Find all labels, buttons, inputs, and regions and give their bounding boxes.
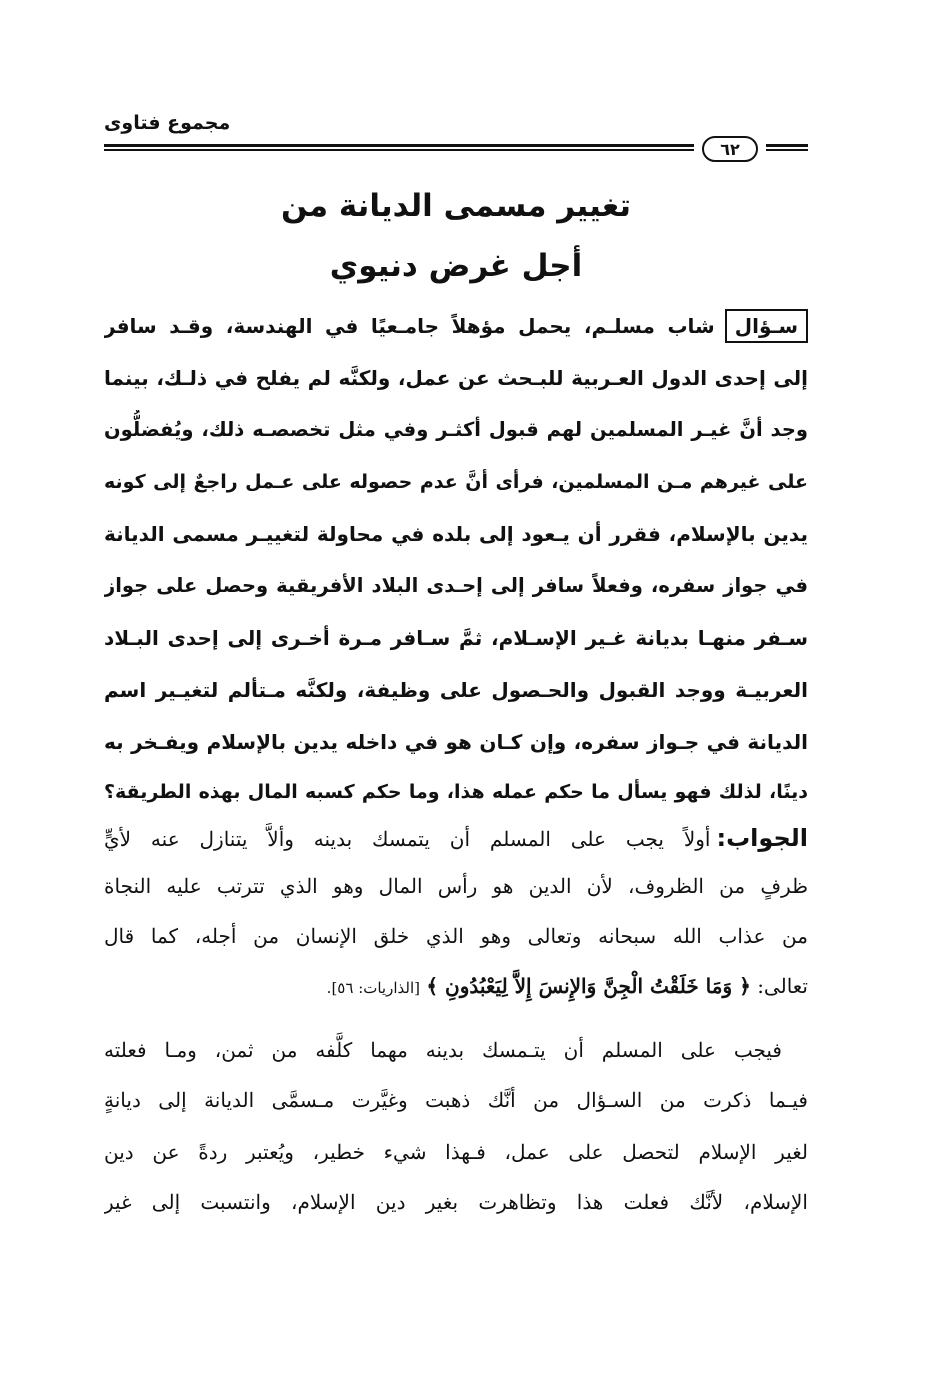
fatwa-title-line-1: تغيير مسمى الديانة من: [281, 188, 631, 224]
answer-para2-line-4: الإسلام، لأنَّك فعلت هذا وتظاهرت بغير دين الإسلام، وانتسبت إلى غير: [104, 1190, 808, 1214]
header-rule-thin: [104, 149, 694, 151]
question-line-8: العربيـة ووجد القبول والحـصول على وظيفة، ولكنَّه مـتألم لتغيـير اسم: [104, 678, 808, 702]
running-title: مجموع فتاوى: [104, 112, 231, 134]
question-line-2: إلى إحدى الدول العـربية للبـحث عن عمل، ولكنَّه لم يفلح في ذلـك، بينما: [104, 366, 808, 390]
answer-para2-text-1: فيجب على المسلم أن يتـمسك بدينه مهما كلَّفه من ثمن، ومـا فعلته: [104, 1038, 782, 1062]
header-rule-short: [766, 144, 808, 147]
question-text-1: شاب مسلـم، يحمل مؤهلاً جامـعيًا في الهندسة، وقـد سافر: [104, 314, 715, 338]
question-line-6: في جواز سفره، وفعلاً سافر إلى إحـدى البلاد الأفريقية وحصل على جواز: [104, 574, 808, 597]
answer-line-2: ظرفٍ من الظروف، لأن الدين هو رأس المال وهو الذي تترتب عليه النجاة: [104, 874, 808, 898]
answer-text-4: تعالى:: [757, 974, 808, 998]
question-label: سـؤال: [725, 309, 808, 343]
header-rule: [104, 144, 694, 147]
fatwa-title-line-2: أجل غرض دنيوي: [329, 248, 583, 284]
quran-verse: ﴿ وَمَا خَلَقْتُ الْجِنَّ وَالإِنسَ إِلاَّ لِيَعْبُدُونِ ﴾: [426, 974, 751, 998]
verse-citation: [الذاريات: ٥٦].: [326, 979, 420, 997]
answer-para2-line-2: فيـما ذكرت من السـؤال من أنَّك ذهبت وغيَّرت مـسمَّى الديانة إلى ديانةٍ: [104, 1088, 808, 1112]
page-number: ٦٢: [702, 136, 758, 162]
answer-para2-line-1: [104, 1030, 808, 1070]
question-line-10: دينًا، لذلك فهو يسأل ما حكم عمله هذا، وما حكم كسبه المال بهذه الطريقة؟: [104, 781, 808, 803]
answer-line-4: [104, 966, 808, 1006]
question-line-1: [104, 306, 808, 346]
question-line-7: سـفر منهـا بديانة غـير الإسـلام، ثمَّ سـافر مـرة أخـرى إلى إحدى البـلاد: [104, 626, 808, 650]
question-line-9: الديانة في جـواز سفره، وإن كـان هو في داخله يدين بالإسلام ويفـخر به: [104, 730, 808, 754]
answer-text-1: أولاً يجب على المسلم أن يتمسك بدينه وألاَّ يتنازل عنه لأيٍّ: [104, 827, 711, 851]
question-line-5: يدين بالإسلام، فقرر أن يـعود إلى بلده في محاولة لتغييـر مسمى الديانة: [104, 522, 808, 546]
answer-para2-line-3: لغير الإسلام لتحصل على عمل، فـهذا شيء خطير، ويُعتبر ردةً عن دين: [104, 1140, 808, 1164]
question-line-3: وجد أنَّ غيـر المسلمين لهم قبول أكثـر وفي مثل تخصصـه ذلك، ويُفضلُّون: [104, 418, 808, 441]
answer-label: الجواب:: [716, 824, 808, 852]
question-line-4: على غيرهم مـن المسلمين، فرأى أنَّ عدم حصوله على عـمل راجعٌ إلى كونه: [104, 471, 808, 493]
answer-line-1: [104, 818, 808, 858]
header-rule-short-thin: [766, 149, 808, 151]
answer-line-3: من عذاب الله سبحانه وتعالى وهو الذي خلق الإنسان من أجله، كما قال: [104, 924, 808, 948]
